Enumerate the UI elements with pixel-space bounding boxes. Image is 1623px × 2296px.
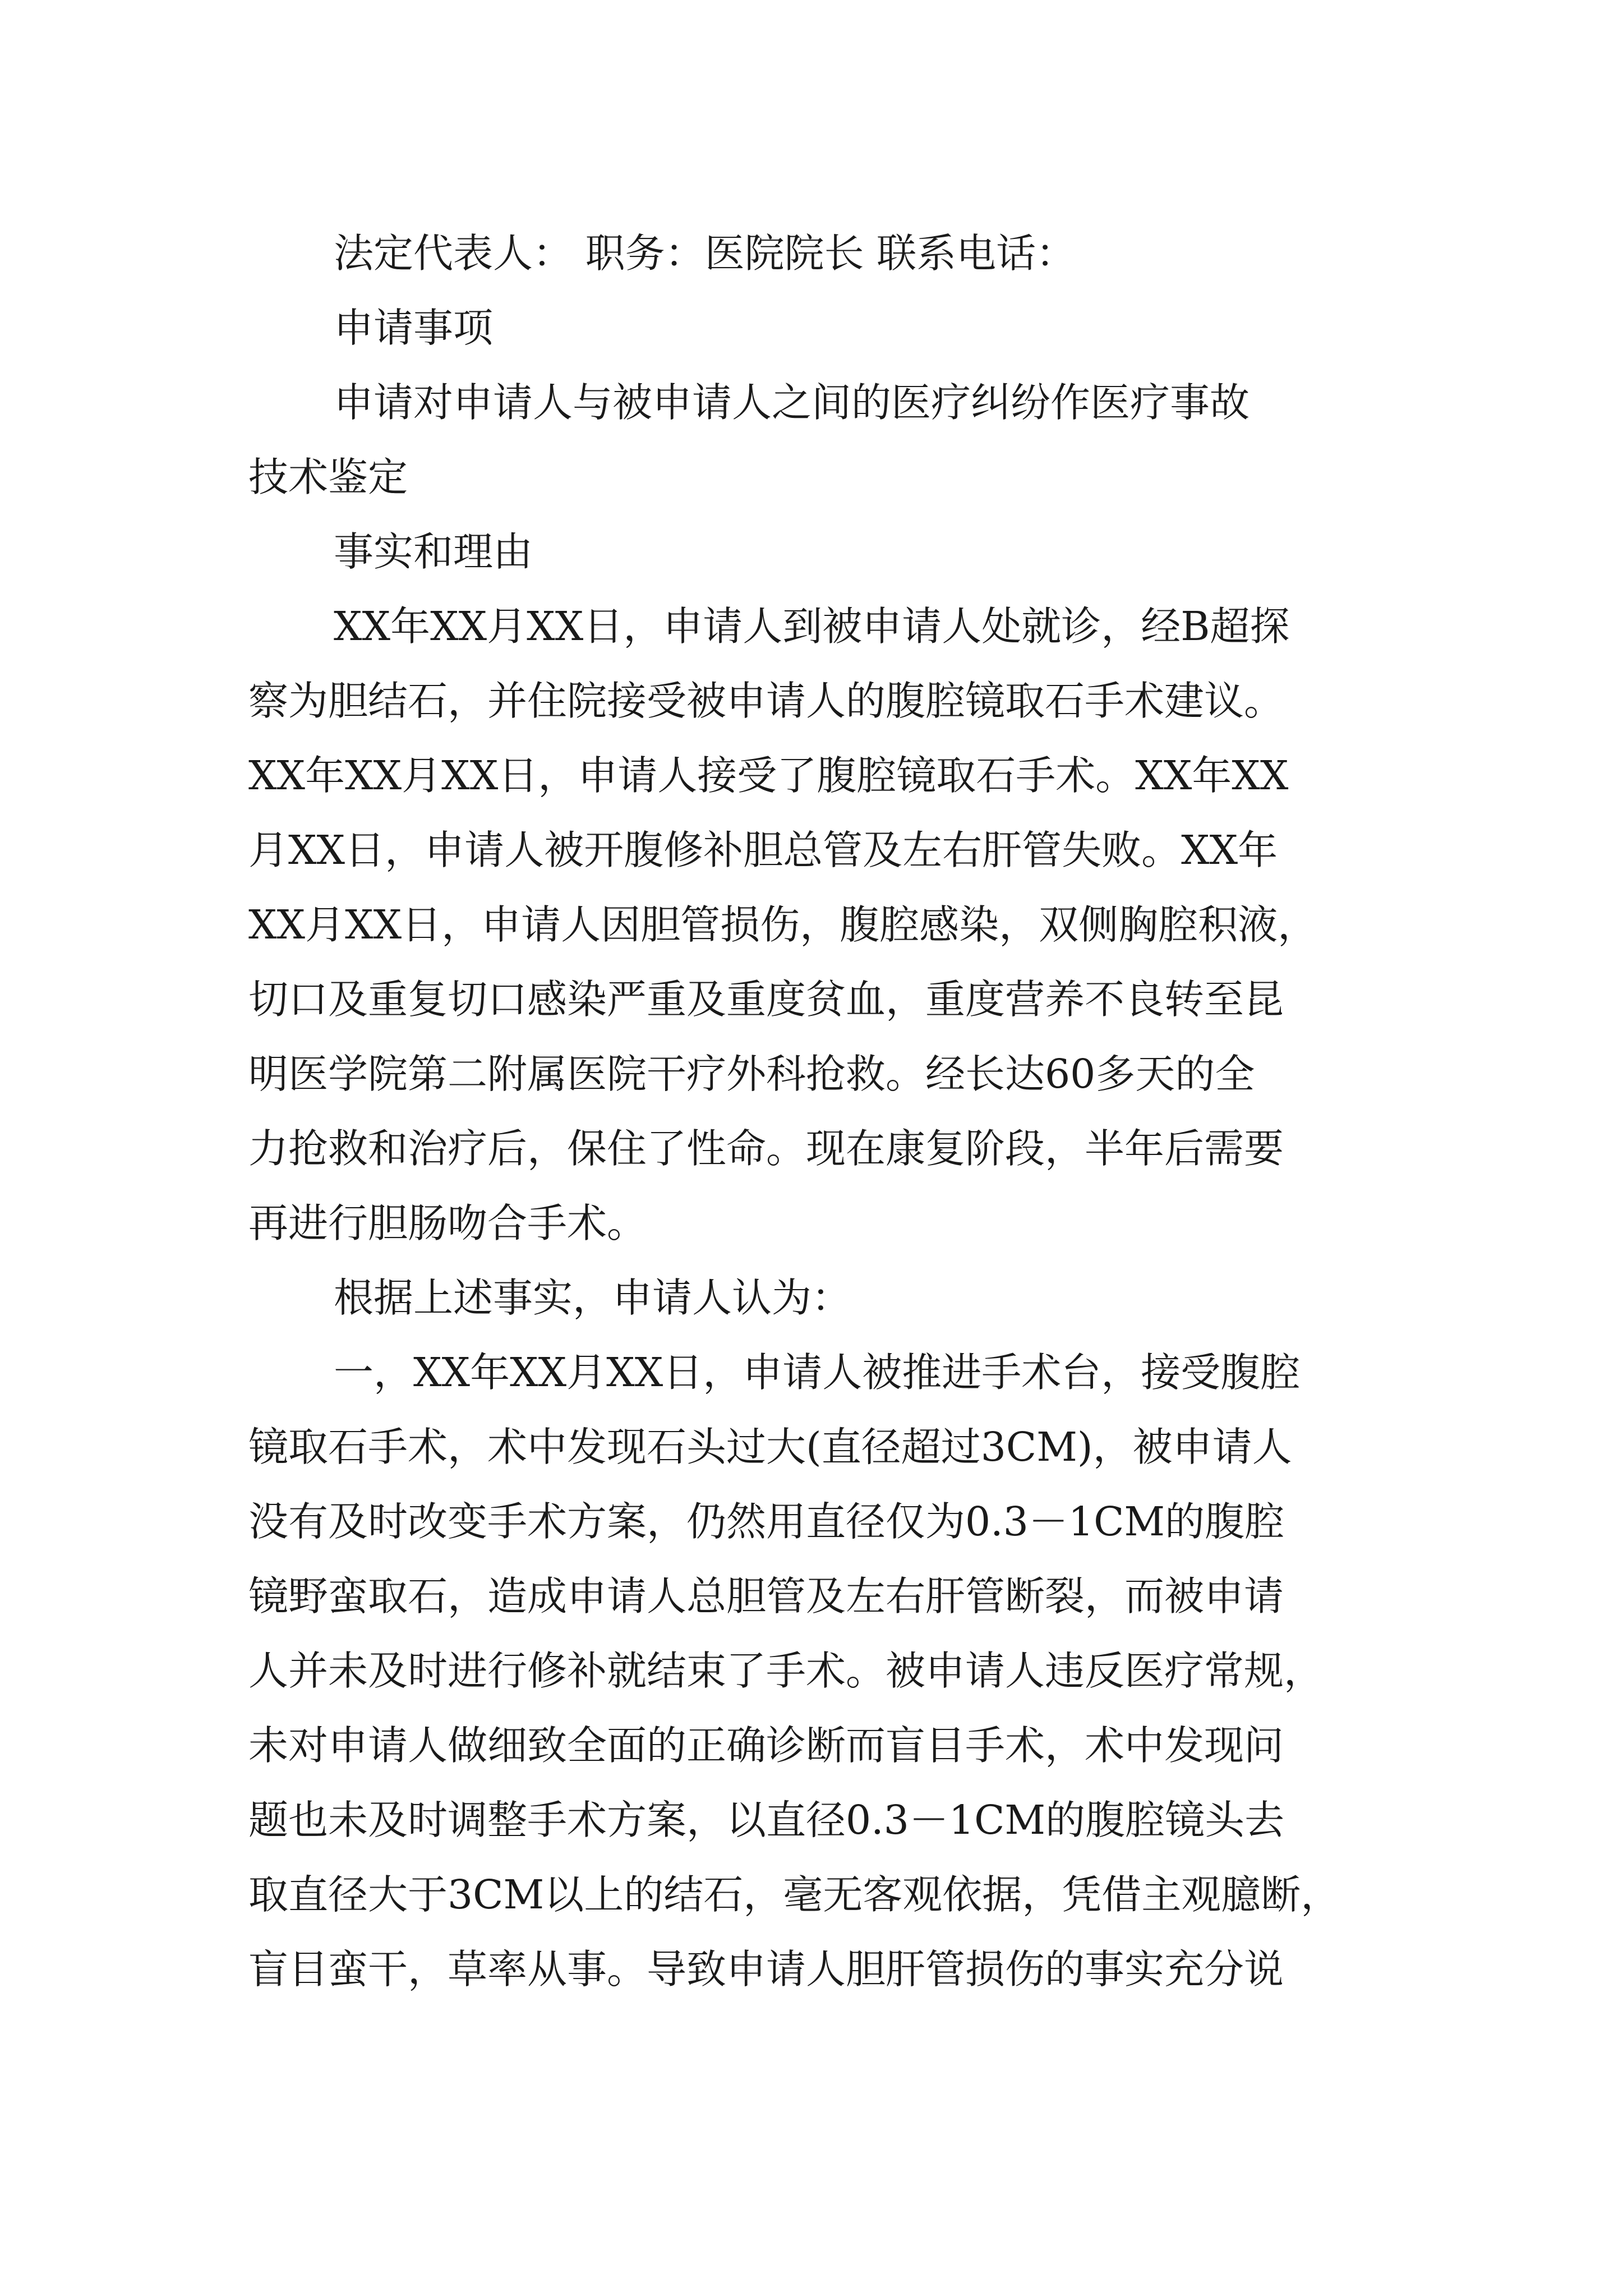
- paragraph-line: 镜野蛮取石，造成申请人总胆管及左右肝管断裂，而被申请: [248, 1573, 1284, 1619]
- section-heading-facts-and-reasons: 事实和理由: [334, 528, 533, 575]
- paragraph-line: 切口及重复切口感染严重及重度贫血，重度营养不良转至昆: [248, 976, 1284, 1023]
- paragraph-line: 人并未及时进行修补就结束了手术。被申请人违反医疗常规，: [248, 1648, 1324, 1694]
- paragraph-line: 盲目蛮干，草率从事。导致申请人胆肝管损伤的事实充分说: [248, 1946, 1284, 1993]
- paragraph-line: XX年XX月XX日，申请人接受了腹腔镜取石手术。XX年XX: [248, 752, 1289, 799]
- paragraph-line: 明医学院第二附属医院干疗外科抢救。经长达60多天的全: [248, 1051, 1255, 1097]
- paragraph-line: 月XX日，申请人被开腹修补胆总管及左右肝管失败。XX年: [248, 827, 1278, 873]
- paragraph-line: 再进行胆肠吻合手术。: [248, 1200, 647, 1246]
- paragraph-line: XX月XX日，申请人因胆管损伤，腹腔感染，双侧胸腔积液，: [248, 901, 1318, 948]
- document-body: [248, 216, 1381, 2007]
- legal-representative-line: 法定代表人： 职务：医院院长 联系电话：: [334, 230, 1076, 277]
- paragraph-line: 察为胆结石，并住院接受被申请人的腹腔镜取石手术建议。: [248, 678, 1284, 724]
- paragraph-line: XX年XX月XX日，申请人到被申请人处就诊，经B超探: [334, 603, 1290, 650]
- paragraph-line: 镜取石手术，术中发现石头过大(直径超过3CM)，被申请人: [248, 1424, 1292, 1470]
- paragraph-line: 没有及时改变手术方案，仍然用直径仅为0.3－1CM的腹腔: [248, 1498, 1285, 1545]
- paragraph-line: 申请对申请人与被申请人之间的医疗纠纷作医疗事故: [334, 379, 1250, 426]
- paragraph-line: 技术鉴定: [248, 454, 408, 500]
- paragraph-line: 题也未及时调整手术方案，以直径0.3－1CM的腹腔镜头去: [248, 1797, 1285, 1843]
- section-heading-application-items: 申请事项: [334, 305, 494, 351]
- paragraph-line: 力抢救和治疗后，保住了性命。现在康复阶段，半年后需要: [248, 1125, 1284, 1172]
- paragraph-line: 未对申请人做细致全面的正确诊断而盲目手术，术中发现问: [248, 1722, 1284, 1769]
- paragraph-line: 取直径大于3CM以上的结石，毫无客观依据，凭借主观臆断，: [248, 1871, 1341, 1918]
- paragraph-line: 根据上述事实，申请人认为：: [334, 1274, 852, 1321]
- paragraph-line: 一，XX年XX月XX日，申请人被推进手术台，接受腹腔: [334, 1349, 1301, 1396]
